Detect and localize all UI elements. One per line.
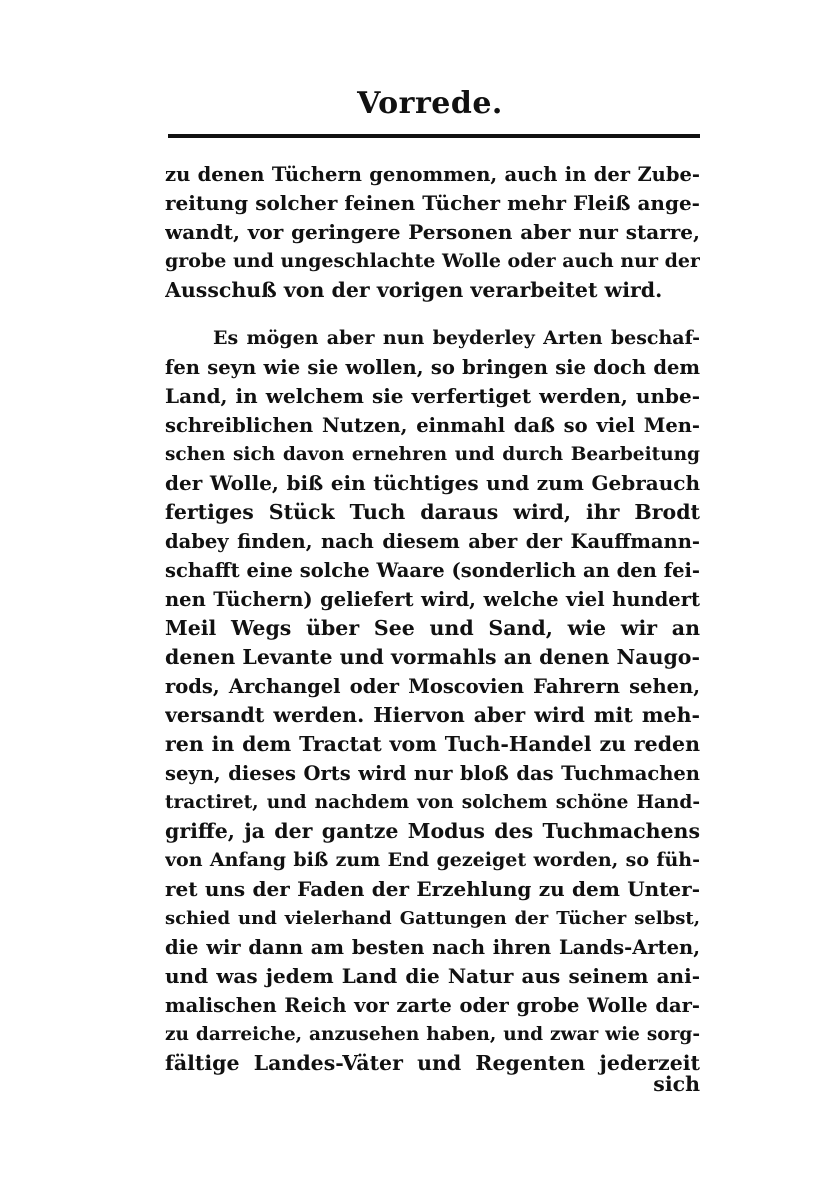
text-line: versandt werden. Hiervon aber wird mit meh- [165,703,700,727]
text-line: der Wolle, biß ein tüchtiges und zum Gebrauch [165,471,700,495]
text-line: Meil Wegs über See und Sand, wie wir an [165,616,700,640]
text-line: von Anfang biß zum End gezeiget worden, so füh- [165,849,700,871]
text-line: ret uns der Faden der Erzehlung zu dem Unter- [165,877,700,901]
text-line: denen Levante und vormahls an denen Naugo- [165,645,700,669]
text-line: fen seyn wie sie wollen, so bringen sie doch dem [165,356,700,379]
text-line: die wir dann am besten nach ihren Lands-Arten, [165,936,700,959]
text-line: zu denen Tüchern genommen, auch in der Zube- [165,163,700,186]
text-line: schied und vielerhand Gattungen der Tücher selbst, [165,908,700,929]
text-line: Es mögen aber nun beyderley Arten beschaf- [213,327,700,349]
text-line: reitung solcher feinen Tücher mehr Fleiß ange- [165,191,700,215]
running-header: Vorrede. [357,86,503,121]
text-line: tractiret, und nachdem von solchem schöne Hand- [165,792,700,813]
text-line: seyn, dieses Orts wird nur bloß das Tuchmachen [165,762,700,785]
text-line: Ausschuß von der vorigen verarbeitet wird. [165,278,663,302]
text-line: rods, Archangel oder Moscovien Fahrern sehen, [165,675,700,698]
text-line: wandt, vor geringere Personen aber nur starre, [165,220,700,244]
paragraph-2 [165,324,700,1078]
catchword: sich [653,1072,700,1096]
text-line: und was jedem Land die Natur aus seinem ani- [165,964,700,988]
text-line: Land, in welchem sie verfertiget werden, unbe- [165,384,700,408]
text-line: schen sich davon ernehren und durch Bearbeitung [165,444,700,465]
text-line: malischen Reich vor zarte oder grobe Wolle dar- [165,994,700,1017]
text-line: schreiblichen Nutzen, einmahl daß so viel Men- [165,414,700,437]
paragraph-1 [165,160,700,305]
text-line: ren in dem Tractat vom Tuch-Handel zu reden [165,732,700,756]
header-rule [168,134,700,138]
text-line: griffe, ja der gantze Modus des Tuchmachens [165,819,700,843]
text-line: dabey finden, nach diesem aber der Kauffmann- [165,530,700,553]
text-line: nen Tüchern) geliefert wird, welche viel hundert [165,588,700,611]
text-line: grobe und ungeschlachte Wolle oder auch nur der [165,250,700,272]
text-line: fertiges Stück Tuch daraus wird, ihr Brodt [165,500,700,524]
text-line: zu darreiche, anzusehen haben, und zwar wie sorg- [165,1024,700,1045]
text-line: schafft eine solche Waare (sonderlich an den fei- [165,559,700,582]
text-line: fältige Landes-Väter und Regenten jederzeit [165,1051,700,1075]
